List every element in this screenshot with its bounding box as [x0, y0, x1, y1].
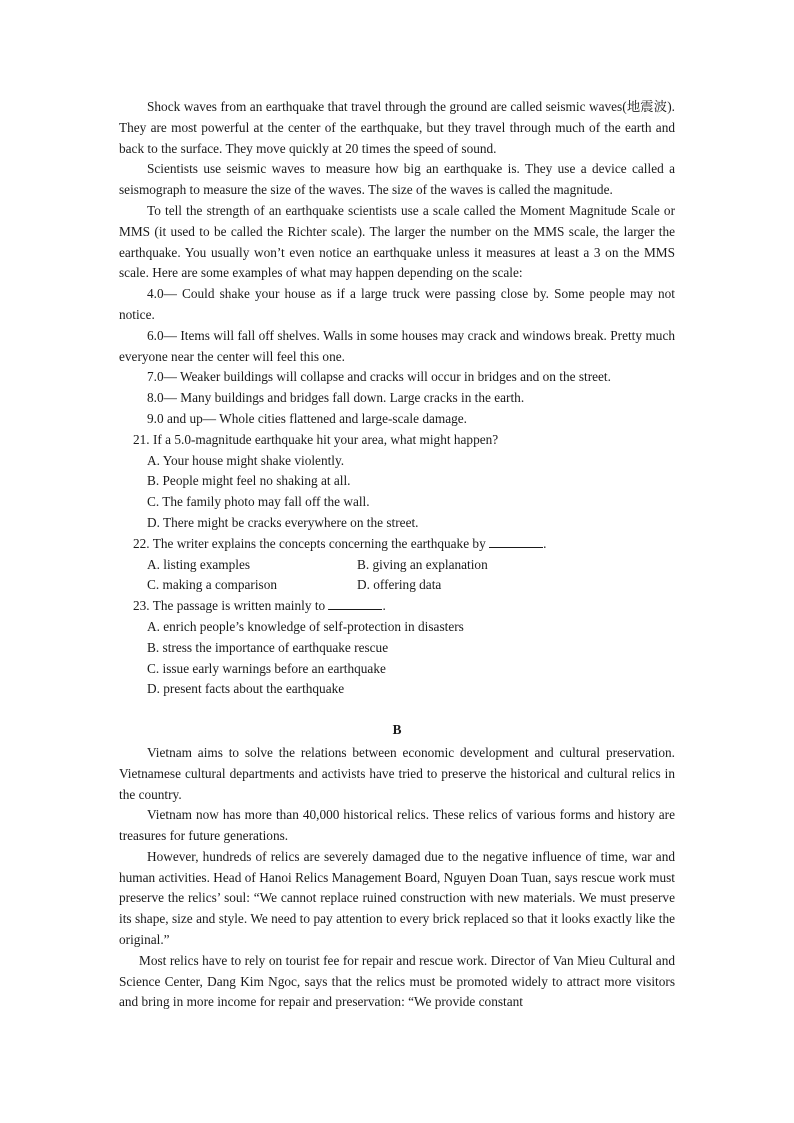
passage-b-paragraph-3: However, hundreds of relics are severely damaged due to the negative influence of time, war and human activities. Head of Hanoi Relics Management Board, Nguyen Doan Tuan, says rescue work must preserve the relics’ soul: “We cannot replace ruined construction with new materials. We must preserve its shape, size and style. We need to pay attention to every brick replaced so that it looks exactly like the original.” [119, 848, 675, 948]
passage-a-paragraph-2: Scientists use seismic waves to measure how big an earthquake is. They use a device called a seismograph to measure the size of the waves. The size of the waves is called the magnitude. [119, 161, 675, 198]
passage-b-paragraph-2: Vietnam now has more than 40,000 historical relics. These relics of various forms and history are treasures for future generations. [119, 807, 675, 844]
scale-item-7: 7.0— Weaker buildings will collapse and cracks will occur in bridges and on the street. [147, 369, 611, 385]
question-22-options-row-2 [119, 575, 675, 596]
question-22-option-a: A. listing examples [147, 556, 251, 572]
answer-blank [328, 597, 382, 610]
passage-a-paragraph-1: Shock waves from an earthquake that travel through the ground are called seismic waves(地震波). They are most powerful at the center of the earthquake, but they travel through much of the earth and back to the surface. They move quickly at 20 times the speed of sound. [119, 99, 675, 156]
question-23-stem-end: . [382, 598, 386, 614]
question-21-stem: 21. If a 5.0-magnitude earthquake hit your area, what might happen? [133, 431, 499, 447]
question-22-option-b: B. giving an explanation [357, 556, 488, 572]
question-23 [119, 596, 675, 617]
question-21-option-a: A. Your house might shake violently. [147, 452, 345, 468]
question-22-stem-end: . [543, 535, 547, 551]
document-content [119, 97, 675, 1013]
question-21-option-c: C. The family photo may fall off the wall. [147, 494, 370, 510]
question-23-option-d: D. present facts about the earthquake [147, 681, 345, 697]
question-23-option-c: C. issue early warnings before an earthquake [147, 660, 386, 676]
question-22-option-c: C. making a comparison [147, 577, 277, 593]
passage-b-heading: B [392, 722, 402, 738]
question-22-option-d: D. offering data [357, 577, 442, 593]
scale-item-8: 8.0— Many buildings and bridges fall down. Large cracks in the earth. [147, 390, 525, 406]
passage-a-paragraph-3: To tell the strength of an earthquake scientists use a scale called the Moment Magnitude Scale or MMS (it used to be called the Richter scale). The larger the number on the MMS scale, the larger the earthquake. You usually won’t even notice an earthquake unless it measures at least a 3 on the MMS scale. Here are some examples of what may happen depending on the scale: [119, 202, 675, 281]
scale-item-4: 4.0— Could shake your house as if a large truck were passing close by. Some people may not notice. [119, 286, 675, 322]
question-21-option-d: D. There might be cracks everywhere on the street. [147, 514, 419, 530]
scale-item-6: 6.0— Items will fall off shelves. Walls in some houses may crack and windows break. Pretty much everyone near the center will feel this one. [119, 327, 675, 364]
answer-blank [489, 535, 543, 548]
question-22 [119, 534, 675, 555]
question-23-stem: 23. The passage is written mainly to [133, 598, 326, 614]
passage-b-paragraph-4: Most relics have to rely on tourist fee for repair and rescue work. Director of Van Mieu Cultural and Science Center, Dang Kim Ngoc, says that the relics must be promoted widely to attract more visitors and bring in more income for repair and preservation: “We provide constant [119, 952, 675, 1010]
question-23-option-a: A. enrich people’s knowledge of self-protection in disasters [147, 618, 464, 634]
question-22-options-row-1 [119, 555, 675, 576]
passage-b-paragraph-1: Vietnam aims to solve the relations between economic development and cultural preservation. Vietnamese cultural departments and activists have tried to preserve the historical and cultural relics in the country. [119, 744, 675, 802]
question-21-option-b: B. People might feel no shaking at all. [147, 473, 351, 489]
scale-item-9: 9.0 and up— Whole cities flattened and large-scale damage. [147, 410, 467, 426]
question-22-stem: 22. The writer explains the concepts concerning the earthquake by [133, 535, 486, 551]
question-23-option-b: B. stress the importance of earthquake rescue [147, 639, 389, 655]
